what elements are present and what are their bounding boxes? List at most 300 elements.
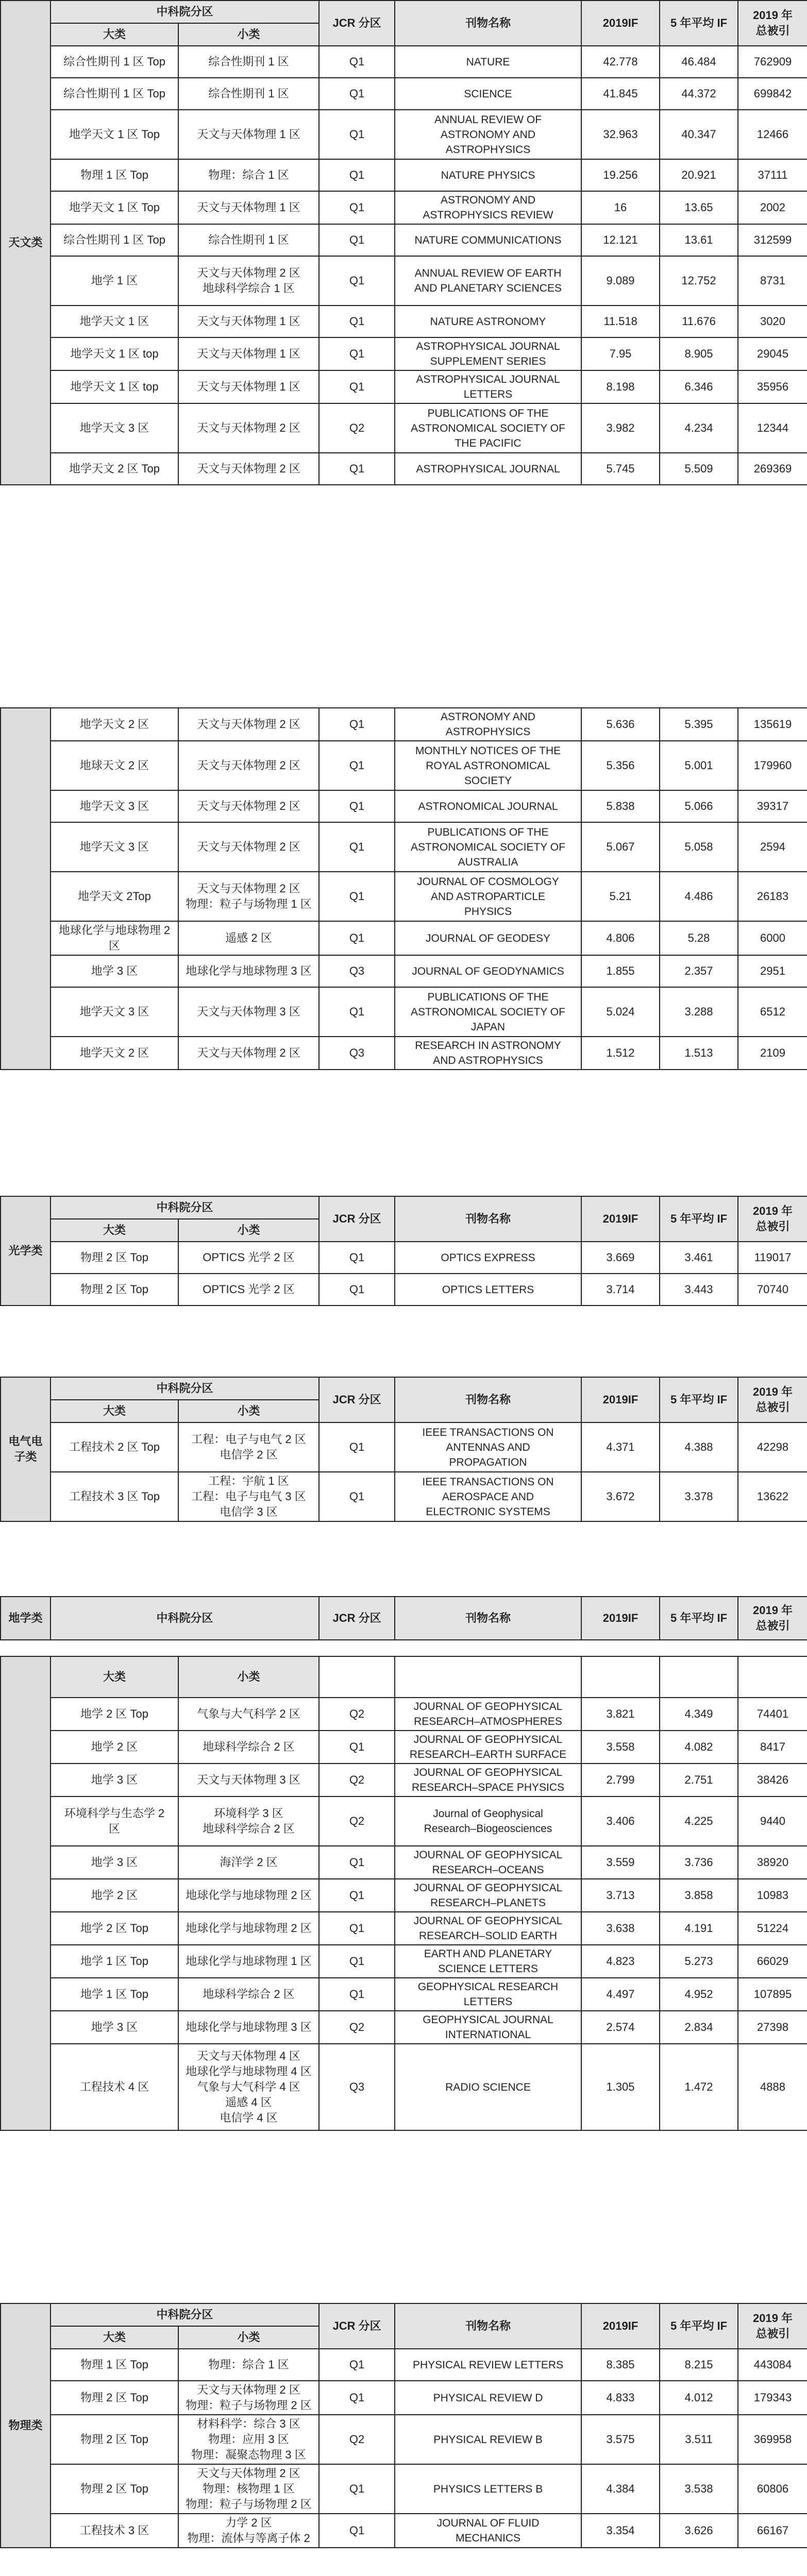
- cell-minor: OPTICS 光学 2 区: [178, 1242, 319, 1274]
- cell-cites: 3020: [738, 306, 807, 337]
- cell-if5: 3.538: [660, 2464, 738, 2514]
- cell-minor: 综合性期刊 1 区: [178, 224, 319, 256]
- category-side: [1, 708, 51, 1070]
- cell-major: 地学 3 区: [51, 1846, 178, 1879]
- cell-if5: 5.273: [660, 1945, 738, 1978]
- cell-cites: 74401: [738, 1698, 807, 1731]
- cell-jcr: Q2: [319, 403, 395, 453]
- cell-major: 物理 2 区 Top: [51, 2381, 178, 2415]
- header-minor: 小类: [178, 1219, 319, 1242]
- table-row: [1, 1274, 807, 1306]
- cell-journal: ASTRONOMICAL JOURNAL: [395, 790, 581, 822]
- cell-major: 地学 1 区 Top: [51, 1978, 178, 2011]
- cell-jcr: Q1: [319, 1978, 395, 2011]
- cell-if5: 44.372: [660, 78, 738, 110]
- cell-jcr: Q1: [319, 708, 395, 741]
- cell-cites: 66029: [738, 1945, 807, 1978]
- cell-major: 物理 2 区 Top: [51, 1274, 178, 1306]
- table-row: [1, 453, 807, 485]
- cell-journal: JOURNAL OF GEOPHYSICAL RESEARCH–OCEANS: [395, 1846, 581, 1879]
- cell-if5: 1.513: [660, 1037, 738, 1070]
- category-optics: 光学类: [1, 1196, 51, 1306]
- cell-if5: 40.347: [660, 110, 738, 159]
- table-row: [1, 1731, 807, 1764]
- header-jcr: JCR 分区: [319, 2303, 395, 2349]
- cell-jcr: Q3: [319, 2044, 395, 2130]
- header-minor: 小类: [178, 23, 319, 46]
- cell-jcr: Q1: [319, 822, 395, 872]
- header-if5: 5 年平均 IF: [660, 1597, 738, 1640]
- cell-if5: 8.215: [660, 2349, 738, 2381]
- table-row: [1, 2514, 807, 2548]
- table-row: [1, 1797, 807, 1846]
- cell-if5: 4.486: [660, 872, 738, 921]
- table-row: [1, 78, 807, 110]
- cell-if2019: 3.982: [581, 403, 660, 453]
- header-minor: 小类: [178, 2326, 319, 2349]
- table-row: [1, 2415, 807, 2464]
- cell-minor: 天文与天体物理 2 区 地球科学综合 1 区: [178, 256, 319, 306]
- cell-major: 地球化学与地球物理 2 区: [51, 921, 178, 955]
- cell-minor: 综合性期刊 1 区: [178, 78, 319, 110]
- cell-jcr: Q3: [319, 1037, 395, 1070]
- cell-jcr: Q1: [319, 191, 395, 224]
- cell-journal: RESEARCH IN ASTRONOMY AND ASTROPHYSICS: [395, 1037, 581, 1070]
- cell-major: 工程技术 3 区 Top: [51, 1472, 178, 1521]
- cell-journal: IEEE TRANSACTIONS ON ANTENNAS AND PROPAGATION: [395, 1422, 581, 1472]
- table-row: [1, 256, 807, 306]
- header-if2019: 2019IF: [581, 1, 660, 46]
- cell-major: 地球天文 2 区: [51, 741, 178, 790]
- cell-if5: 2.357: [660, 955, 738, 987]
- cell-major: 工程技术 2 区 Top: [51, 1422, 178, 1472]
- cell-if2019: 1.855: [581, 955, 660, 987]
- cell-major: 地学 2 区: [51, 1731, 178, 1764]
- cell-journal: GEOPHYSICAL RESEARCH LETTERS: [395, 1978, 581, 2011]
- cell-jcr: Q1: [319, 1274, 395, 1306]
- header-jcr: JCR 分区: [319, 1, 395, 46]
- cell-if5: 11.676: [660, 306, 738, 337]
- table-row: [1, 46, 807, 78]
- cell-cites: 2109: [738, 1037, 807, 1070]
- cell-minor: 天文与天体物理 1 区: [178, 110, 319, 159]
- header-if5: 5 年平均 IF: [660, 1377, 738, 1422]
- cell-if2019: 3.575: [581, 2415, 660, 2464]
- cell-if2019: 3.354: [581, 2514, 660, 2548]
- cell-jcr: Q1: [319, 2349, 395, 2381]
- header-major: 大类: [51, 1219, 178, 1242]
- cell-major: 地学天文 2 区: [51, 1037, 178, 1070]
- header-cites: 2019 年 总被引: [738, 2303, 807, 2349]
- cell-journal: JOURNAL OF GEOPHYSICAL RESEARCH–SOLID EARTH: [395, 1912, 581, 1945]
- table-row: [1, 1945, 807, 1978]
- cell-journal: JOURNAL OF GEOPHYSICAL RESEARCH–PLANETS: [395, 1879, 581, 1912]
- cell-cites: 12466: [738, 110, 807, 159]
- cell-minor: OPTICS 光学 2 区: [178, 1274, 319, 1306]
- cell-cites: 2594: [738, 822, 807, 872]
- table-row: [1, 2044, 807, 2130]
- cell-journal: ASTROPHYSICAL JOURNAL: [395, 453, 581, 485]
- cell-cites: 8731: [738, 256, 807, 306]
- cell-journal: ASTROPHYSICAL JOURNAL LETTERS: [395, 370, 581, 403]
- cell-if2019: 5.838: [581, 790, 660, 822]
- cell-if5: 4.191: [660, 1912, 738, 1945]
- cell-if5: 5.066: [660, 790, 738, 822]
- cell-if5: 5.509: [660, 453, 738, 485]
- cell-minor: 材料科学：综合 3 区 物理：应用 3 区 物理：凝聚态物理 3 区: [178, 2415, 319, 2464]
- cell-cites: 66167: [738, 2514, 807, 2548]
- cell-cites: 443084: [738, 2349, 807, 2381]
- cell-if2019: 3.558: [581, 1731, 660, 1764]
- cell-jcr: Q2: [319, 1698, 395, 1731]
- cell-if2019: 8.385: [581, 2349, 660, 2381]
- cell-if5: 3.461: [660, 1242, 738, 1274]
- cell-jcr: Q1: [319, 2514, 395, 2548]
- cell-journal: SCIENCE: [395, 78, 581, 110]
- header-if2019: 2019IF: [581, 1196, 660, 1242]
- cell-jcr: Q1: [319, 741, 395, 790]
- table-row: [1, 1037, 807, 1070]
- cell-cites: 39317: [738, 790, 807, 822]
- cell-major: 地学 3 区: [51, 955, 178, 987]
- cell-if5: 4.952: [660, 1978, 738, 2011]
- cell-major: 地学天文 1 区 Top: [51, 191, 178, 224]
- cell-major: 物理 2 区 Top: [51, 2464, 178, 2514]
- header-if5: 5 年平均 IF: [660, 2303, 738, 2349]
- cell-journal: PUBLICATIONS OF THE ASTRONOMICAL SOCIETY OF JAPAN: [395, 987, 581, 1037]
- cell-journal: GEOPHYSICAL JOURNAL INTERNATIONAL: [395, 2011, 581, 2044]
- cell-jcr: Q1: [319, 1472, 395, 1521]
- cell-major: 工程技术 3 区: [51, 2514, 178, 2548]
- cell-minor: 地球化学与地球物理 3 区: [178, 955, 319, 987]
- cell-if2019: 1.305: [581, 2044, 660, 2130]
- cell-if2019: 5.356: [581, 741, 660, 790]
- cell-minor: 天文与天体物理 2 区: [178, 741, 319, 790]
- cell-cites: 179343: [738, 2381, 807, 2415]
- cell-if5: 4.388: [660, 1422, 738, 1472]
- cell-if2019: 4.806: [581, 921, 660, 955]
- cell-journal: NATURE PHYSICS: [395, 159, 581, 191]
- cell-if2019: 8.198: [581, 370, 660, 403]
- cell-cites: 2951: [738, 955, 807, 987]
- cell-cites: 4888: [738, 2044, 807, 2130]
- cell-cites: 6512: [738, 987, 807, 1037]
- table-row: [1, 2349, 807, 2381]
- category-electrical: 电气电 子类: [1, 1377, 51, 1521]
- cell-minor: 物理：综合 1 区: [178, 2349, 319, 2381]
- header-cites: 2019 年 总被引: [738, 1196, 807, 1242]
- header-cas-zone: 中科院分区: [51, 1597, 319, 1640]
- table-row: [1, 337, 807, 370]
- cell-if5: 5.395: [660, 708, 738, 741]
- table-row: [1, 1846, 807, 1879]
- header-jcr: JCR 分区: [319, 1377, 395, 1422]
- cell-jcr: Q1: [319, 872, 395, 921]
- cell-if2019: 2.799: [581, 1764, 660, 1797]
- cell-minor: 力学 2 区 物理：流体与等离子体 2: [178, 2514, 319, 2548]
- cell-minor: 天文与天体物理 2 区 物理：核物理 1 区 物理：粒子与场物理 2 区: [178, 2464, 319, 2514]
- cell-minor: 地球化学与地球物理 3 区: [178, 2011, 319, 2044]
- cell-cites: 107895: [738, 1978, 807, 2011]
- cell-journal: JOURNAL OF GEOPHYSICAL RESEARCH–ATMOSPHERES: [395, 1698, 581, 1731]
- electrical-table: [0, 1377, 807, 1522]
- cell-if2019: 3.638: [581, 1912, 660, 1945]
- cell-major: 地学天文 3 区: [51, 822, 178, 872]
- cell-jcr: Q1: [319, 1846, 395, 1879]
- cell-journal: ANNUAL REVIEW OF ASTRONOMY AND ASTROPHYSICS: [395, 110, 581, 159]
- cell-major: 物理 1 区 Top: [51, 2349, 178, 2381]
- cell-if2019: 3.713: [581, 1879, 660, 1912]
- header-if5: 5 年平均 IF: [660, 1, 738, 46]
- cell-journal: PUBLICATIONS OF THE ASTRONOMICAL SOCIETY OF THE PACIFIC: [395, 403, 581, 453]
- table-row: [1, 955, 807, 987]
- cell-minor: 天文与天体物理 1 区: [178, 370, 319, 403]
- header-if5: 5 年平均 IF: [660, 1196, 738, 1242]
- header-jcr: JCR 分区: [319, 1196, 395, 1242]
- cell-minor: 天文与天体物理 2 区 物理：粒子与场物理 2 区: [178, 2381, 319, 2415]
- cell-cites: 699842: [738, 78, 807, 110]
- cell-cites: 8417: [738, 1731, 807, 1764]
- cell-journal: OPTICS LETTERS: [395, 1274, 581, 1306]
- header-journal: 刊物名称: [395, 1377, 581, 1422]
- cell-journal: RADIO SCIENCE: [395, 2044, 581, 2130]
- table-row: [1, 708, 807, 741]
- cell-journal: NATURE: [395, 46, 581, 78]
- cell-if2019: 5.21: [581, 872, 660, 921]
- cell-minor: 工程：电子与电气 2 区 电信学 2 区: [178, 1422, 319, 1472]
- cell-if2019: 16: [581, 191, 660, 224]
- cell-journal: PHYSICS LETTERS B: [395, 2464, 581, 2514]
- cell-if2019: 1.512: [581, 1037, 660, 1070]
- cell-if5: 4.225: [660, 1797, 738, 1846]
- cell-jcr: Q1: [319, 306, 395, 337]
- astronomy-table-part-1: [0, 0, 807, 485]
- cell-major: 地学天文 2 区 Top: [51, 453, 178, 485]
- cell-if2019: 11.518: [581, 306, 660, 337]
- cell-jcr: Q1: [319, 1945, 395, 1978]
- cell-jcr: Q1: [319, 987, 395, 1037]
- cell-jcr: Q1: [319, 110, 395, 159]
- table-row: [1, 191, 807, 224]
- cell-if5: 5.058: [660, 822, 738, 872]
- cell-journal: JOURNAL OF GEODYNAMICS: [395, 955, 581, 987]
- cell-minor: 天文与天体物理 3 区: [178, 987, 319, 1037]
- cell-if5: 3.378: [660, 1472, 738, 1521]
- header-if2019: 2019IF: [581, 1597, 660, 1640]
- cell-if2019: 3.669: [581, 1242, 660, 1274]
- cell-jcr: Q2: [319, 1764, 395, 1797]
- table-row: [1, 790, 807, 822]
- cell-minor: 天文与天体物理 2 区: [178, 822, 319, 872]
- cell-cites: 38920: [738, 1846, 807, 1879]
- cell-if2019: 5.636: [581, 708, 660, 741]
- cell-if5: 3.511: [660, 2415, 738, 2464]
- cell-jcr: Q1: [319, 256, 395, 306]
- cell-cites: 6000: [738, 921, 807, 955]
- cell-minor: 地球化学与地球物理 1 区: [178, 1945, 319, 1978]
- cell-major: 物理 2 区 Top: [51, 1242, 178, 1274]
- header-cas-zone: 中科院分区: [51, 1377, 319, 1400]
- cell-cites: 135619: [738, 708, 807, 741]
- cell-major: 环境科学与生态学 2 区: [51, 1797, 178, 1846]
- cell-jcr: Q2: [319, 2011, 395, 2044]
- header-if2019: 2019IF: [581, 2303, 660, 2349]
- cell-journal: ASTRONOMY AND ASTROPHYSICS: [395, 708, 581, 741]
- cell-if5: 5.28: [660, 921, 738, 955]
- header-cites: 2019 年 总被引: [738, 1597, 807, 1640]
- table-row: [1, 1698, 807, 1731]
- cell-if2019: 3.821: [581, 1698, 660, 1731]
- cell-cites: 2002: [738, 191, 807, 224]
- cell-journal: JOURNAL OF GEODESY: [395, 921, 581, 955]
- cell-jcr: Q2: [319, 1797, 395, 1846]
- cell-cites: 60806: [738, 2464, 807, 2514]
- table-row: [1, 110, 807, 159]
- cell-major: 地学天文 1 区 top: [51, 337, 178, 370]
- cell-major: 地学天文 1 区 Top: [51, 110, 178, 159]
- cell-if5: 3.443: [660, 1274, 738, 1306]
- cell-if2019: 4.371: [581, 1422, 660, 1472]
- header-cites: 2019 年 总被引: [738, 1377, 807, 1422]
- cell-jcr: Q1: [319, 159, 395, 191]
- cell-minor: 天文与天体物理 2 区 物理：粒子与场物理 1 区: [178, 872, 319, 921]
- cell-major: 物理 2 区 Top: [51, 2415, 178, 2464]
- cell-minor: 物理：综合 1 区: [178, 159, 319, 191]
- table-row: [1, 741, 807, 790]
- cell-if5: 4.012: [660, 2381, 738, 2415]
- cell-cites: 38426: [738, 1764, 807, 1797]
- cell-if2019: 3.406: [581, 1797, 660, 1846]
- header-cas-zone: 中科院分区: [51, 2303, 319, 2326]
- cell-if5: 8.905: [660, 337, 738, 370]
- cell-major: 地学 2 区 Top: [51, 1698, 178, 1731]
- cell-if2019: 5.745: [581, 453, 660, 485]
- cell-cites: 29045: [738, 337, 807, 370]
- cell-minor: 气象与大气科学 2 区: [178, 1698, 319, 1731]
- geoscience-table: [0, 1656, 807, 2131]
- table-row: [1, 224, 807, 256]
- cell-major: 地学天文 3 区: [51, 790, 178, 822]
- table-row: [1, 1978, 807, 2011]
- table-row: [1, 306, 807, 337]
- cell-jcr: Q1: [319, 1422, 395, 1472]
- cell-jcr: Q1: [319, 453, 395, 485]
- optics-table: [0, 1196, 807, 1306]
- cell-major: 地学天文 1 区 top: [51, 370, 178, 403]
- cell-if2019: 3.672: [581, 1472, 660, 1521]
- cell-cites: 119017: [738, 1242, 807, 1274]
- category-physics: 物理类: [1, 2303, 51, 2548]
- cell-if2019: 4.384: [581, 2464, 660, 2514]
- cell-cites: 13622: [738, 1472, 807, 1521]
- header-major: 大类: [51, 1400, 178, 1422]
- cell-minor: 海洋学 2 区: [178, 1846, 319, 1879]
- cell-journal: IEEE TRANSACTIONS ON AEROSPACE AND ELECTRONIC SYSTEMS: [395, 1472, 581, 1521]
- cell-major: 地学 3 区: [51, 1764, 178, 1797]
- cell-cites: 70740: [738, 1274, 807, 1306]
- cell-major: 工程技术 4 区: [51, 2044, 178, 2130]
- cell-minor: 天文与天体物理 2 区: [178, 790, 319, 822]
- cell-journal: ASTROPHYSICAL JOURNAL SUPPLEMENT SERIES: [395, 337, 581, 370]
- cell-jcr: Q1: [319, 46, 395, 78]
- cell-if5: 13.65: [660, 191, 738, 224]
- cell-major: 综合性期刊 1 区 Top: [51, 224, 178, 256]
- cell-minor: 环境科学 3 区 地球科学综合 2 区: [178, 1797, 319, 1846]
- cell-if2019: 2.574: [581, 2011, 660, 2044]
- astronomy-table-part-2: [0, 708, 807, 1070]
- cell-cites: 10983: [738, 1879, 807, 1912]
- table-row: [1, 872, 807, 921]
- cell-minor: 地球科学综合 2 区: [178, 1978, 319, 2011]
- cell-if5: 3.858: [660, 1879, 738, 1912]
- cell-journal: PUBLICATIONS OF THE ASTRONOMICAL SOCIETY OF AUSTRALIA: [395, 822, 581, 872]
- cell-if5: 12.752: [660, 256, 738, 306]
- cell-jcr: Q1: [319, 921, 395, 955]
- cell-journal: NATURE ASTRONOMY: [395, 306, 581, 337]
- cell-if2019: 4.833: [581, 2381, 660, 2415]
- cell-jcr: Q1: [319, 1879, 395, 1912]
- cell-jcr: Q3: [319, 955, 395, 987]
- cell-major: 物理 1 区 Top: [51, 159, 178, 191]
- header-journal: 刊物名称: [395, 2303, 581, 2349]
- cell-major: 综合性期刊 1 区 Top: [51, 46, 178, 78]
- cell-jcr: Q1: [319, 224, 395, 256]
- header-jcr: JCR 分区: [319, 1597, 395, 1640]
- table-row: [1, 921, 807, 955]
- header-journal: 刊物名称: [395, 1597, 581, 1640]
- cell-major: 地学 2 区 Top: [51, 1912, 178, 1945]
- cell-jcr: Q1: [319, 78, 395, 110]
- table-row: [1, 370, 807, 403]
- cell-major: 地学 1 区 Top: [51, 1945, 178, 1978]
- cell-cites: 762909: [738, 46, 807, 78]
- cell-minor: 综合性期刊 1 区: [178, 46, 319, 78]
- table-row: [1, 2011, 807, 2044]
- cell-if5: 1.472: [660, 2044, 738, 2130]
- table-row: [1, 1242, 807, 1274]
- cell-if2019: 19.256: [581, 159, 660, 191]
- cell-if5: 4.082: [660, 1731, 738, 1764]
- cell-journal: JOURNAL OF GEOPHYSICAL RESEARCH–EARTH SURFACE: [395, 1731, 581, 1764]
- table-row: [1, 987, 807, 1037]
- cell-major: 综合性期刊 1 区 Top: [51, 78, 178, 110]
- cell-if5: 46.484: [660, 46, 738, 78]
- cell-minor: 天文与天体物理 2 区: [178, 403, 319, 453]
- cell-journal: JOURNAL OF FLUID MECHANICS: [395, 2514, 581, 2548]
- table-row: [1, 159, 807, 191]
- cell-cites: 12344: [738, 403, 807, 453]
- header-cites: 2019 年 总被引: [738, 1, 807, 46]
- table-row: [1, 1422, 807, 1472]
- cell-if2019: 12.121: [581, 224, 660, 256]
- cell-jcr: Q2: [319, 2415, 395, 2464]
- cell-if5: 13.61: [660, 224, 738, 256]
- cell-jcr: Q1: [319, 1242, 395, 1274]
- cell-if5: 3.736: [660, 1846, 738, 1879]
- cell-minor: 天文与天体物理 1 区: [178, 191, 319, 224]
- cell-jcr: Q1: [319, 337, 395, 370]
- cell-minor: 天文与天体物理 4 区 地球化学与地球物理 4 区 气象与大气科学 4 区 遥感 4 区 电信学 4 区: [178, 2044, 319, 2130]
- cell-cites: 51224: [738, 1912, 807, 1945]
- cell-if2019: 4.823: [581, 1945, 660, 1978]
- cell-minor: 天文与天体物理 2 区: [178, 708, 319, 741]
- cell-jcr: Q1: [319, 1731, 395, 1764]
- cell-jcr: Q1: [319, 1912, 395, 1945]
- table-row: [1, 2464, 807, 2514]
- cell-jcr: Q1: [319, 790, 395, 822]
- cell-if2019: 3.714: [581, 1274, 660, 1306]
- cell-minor: 天文与天体物理 2 区: [178, 1037, 319, 1070]
